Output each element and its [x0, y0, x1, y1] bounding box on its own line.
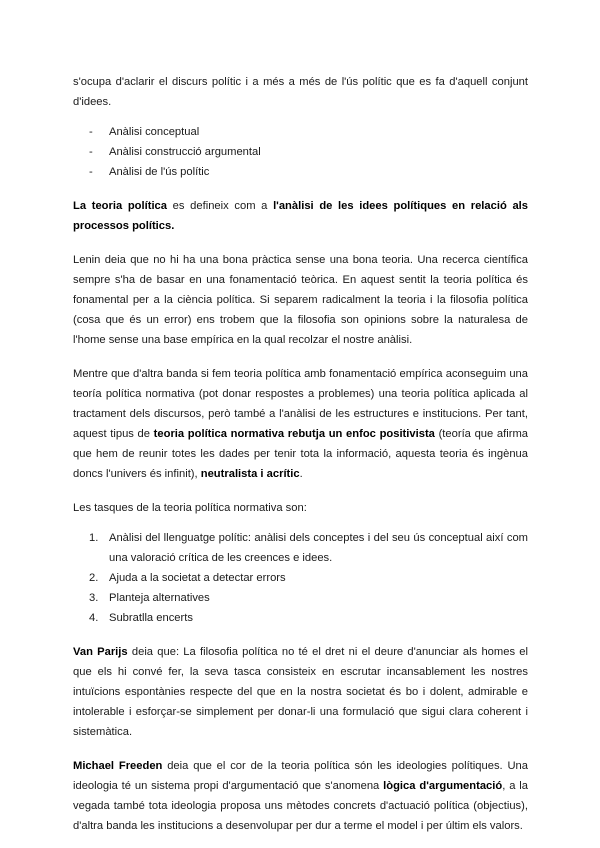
list-number: 3.: [89, 592, 99, 604]
normative-text-3: .: [299, 468, 303, 480]
lenin-paragraph: Lenin deia que no hi ha una bona pràctica sense una bona teoria. Una recerca científica sempre s'ha de basar en una fonamentació teòrica. En aquest sentit la teoria política és fonamental per a la ciència política. Si separem radicalment la teoria i la filosofia política (cosa que és un error) ens trobem que la filosofia son opinions sobre la naturalesa de l'home sense una base empírica en la qual recolzar el nostre anàlisi.: [73, 254, 528, 346]
list-item: [73, 608, 528, 628]
tasks-intro: Les tasques de la teoria política normativa son:: [73, 502, 307, 514]
list-text: Planteja alternatives: [109, 592, 210, 604]
list-number: 4.: [89, 612, 99, 624]
analysis-list: [73, 122, 528, 182]
definition-text: l'anàlisi de les idees polítiques en relació als processos polítics.: [73, 200, 529, 232]
definition-paragraph: [73, 196, 528, 236]
list-text: Ajuda a la societat a detectar errors: [109, 572, 286, 584]
list-number: 2.: [89, 572, 99, 584]
author-name: Van Parijs: [73, 646, 128, 658]
document-page: [73, 72, 528, 836]
van-parijs-text: deia que: La filosofia política no té el dret ni el deure d'anunciar als homes el que els hi convé fer, la seva tasca consisteix en escrutar incansablement les nostres intuïcions espontànies respecte del que en la nostra societat és bo i dolent, admirable e intolerable i esforçar-se simplement per donar-li una formulació que sigui clara coherent i sistemàtica.: [73, 646, 528, 738]
list-item: - Anàlisi de l'ús polític: [73, 162, 528, 182]
freeden-bold-term: lògica d'argumentació: [383, 780, 503, 792]
normative-bold-2: neutralista i acrític: [200, 468, 300, 480]
normative-text-1: Mentre que d'altra banda si fem teoria política amb fonamentació empírica aconseguim una teoría política normativa (pot donar respostes a problemes) una teoria política aplicada al tractament dels discursos, però també a l'anàlisi de les estructures e institucions. Per tant, aquest tipus de: [73, 368, 528, 440]
intro-paragraph: s'ocupa d'aclarir el discurs polític i a més a més de l'ús polític que es fa d'aquell conjunt d'idees.: [73, 76, 528, 108]
list-item: [73, 528, 528, 568]
list-item: - Anàlisi construcció argumental: [73, 142, 528, 162]
normative-text-2: (teoría que afirma que hem de reunir totes les dades per tenir tota la informació, aquesta teoria és ingènua doncs l'univers és infinit),: [73, 428, 528, 480]
definition-term: La teoria política: [73, 200, 168, 212]
normative-bold-1: teoria política normativa rebutja un enfoc positivista: [153, 428, 435, 440]
author-name: Michael Freeden: [73, 760, 163, 772]
van-parijs-paragraph: [73, 642, 528, 742]
normative-theory-paragraph: [73, 364, 528, 484]
definition-connector: es defineix com a: [167, 200, 274, 212]
freeden-paragraph: [73, 756, 528, 836]
list-text: Subratlla encerts: [109, 612, 193, 624]
list-item: - Anàlisi conceptual: [73, 122, 528, 142]
list-item: [73, 588, 528, 608]
list-text: Anàlisi del llenguatge polític: anàlisi dels conceptes i del seu ús conceptual així com una valoració crítica de les creences e idees.: [109, 532, 528, 564]
list-item: [73, 568, 528, 588]
tasks-list: [73, 528, 528, 628]
freeden-text-1: deia que el cor de la teoria política són les ideologies polítiques. Una ideologia té un sistema propi d'argumentació que s'anomena: [73, 760, 528, 792]
list-number: 1.: [89, 532, 99, 544]
freeden-text-2: , a la vegada també tota ideologia proposa uns mètodes concrets d'actuació política (objectius), d'altra banda les institucions a desenvolupar per dur a terme el model i per últim els valors.: [73, 780, 528, 832]
